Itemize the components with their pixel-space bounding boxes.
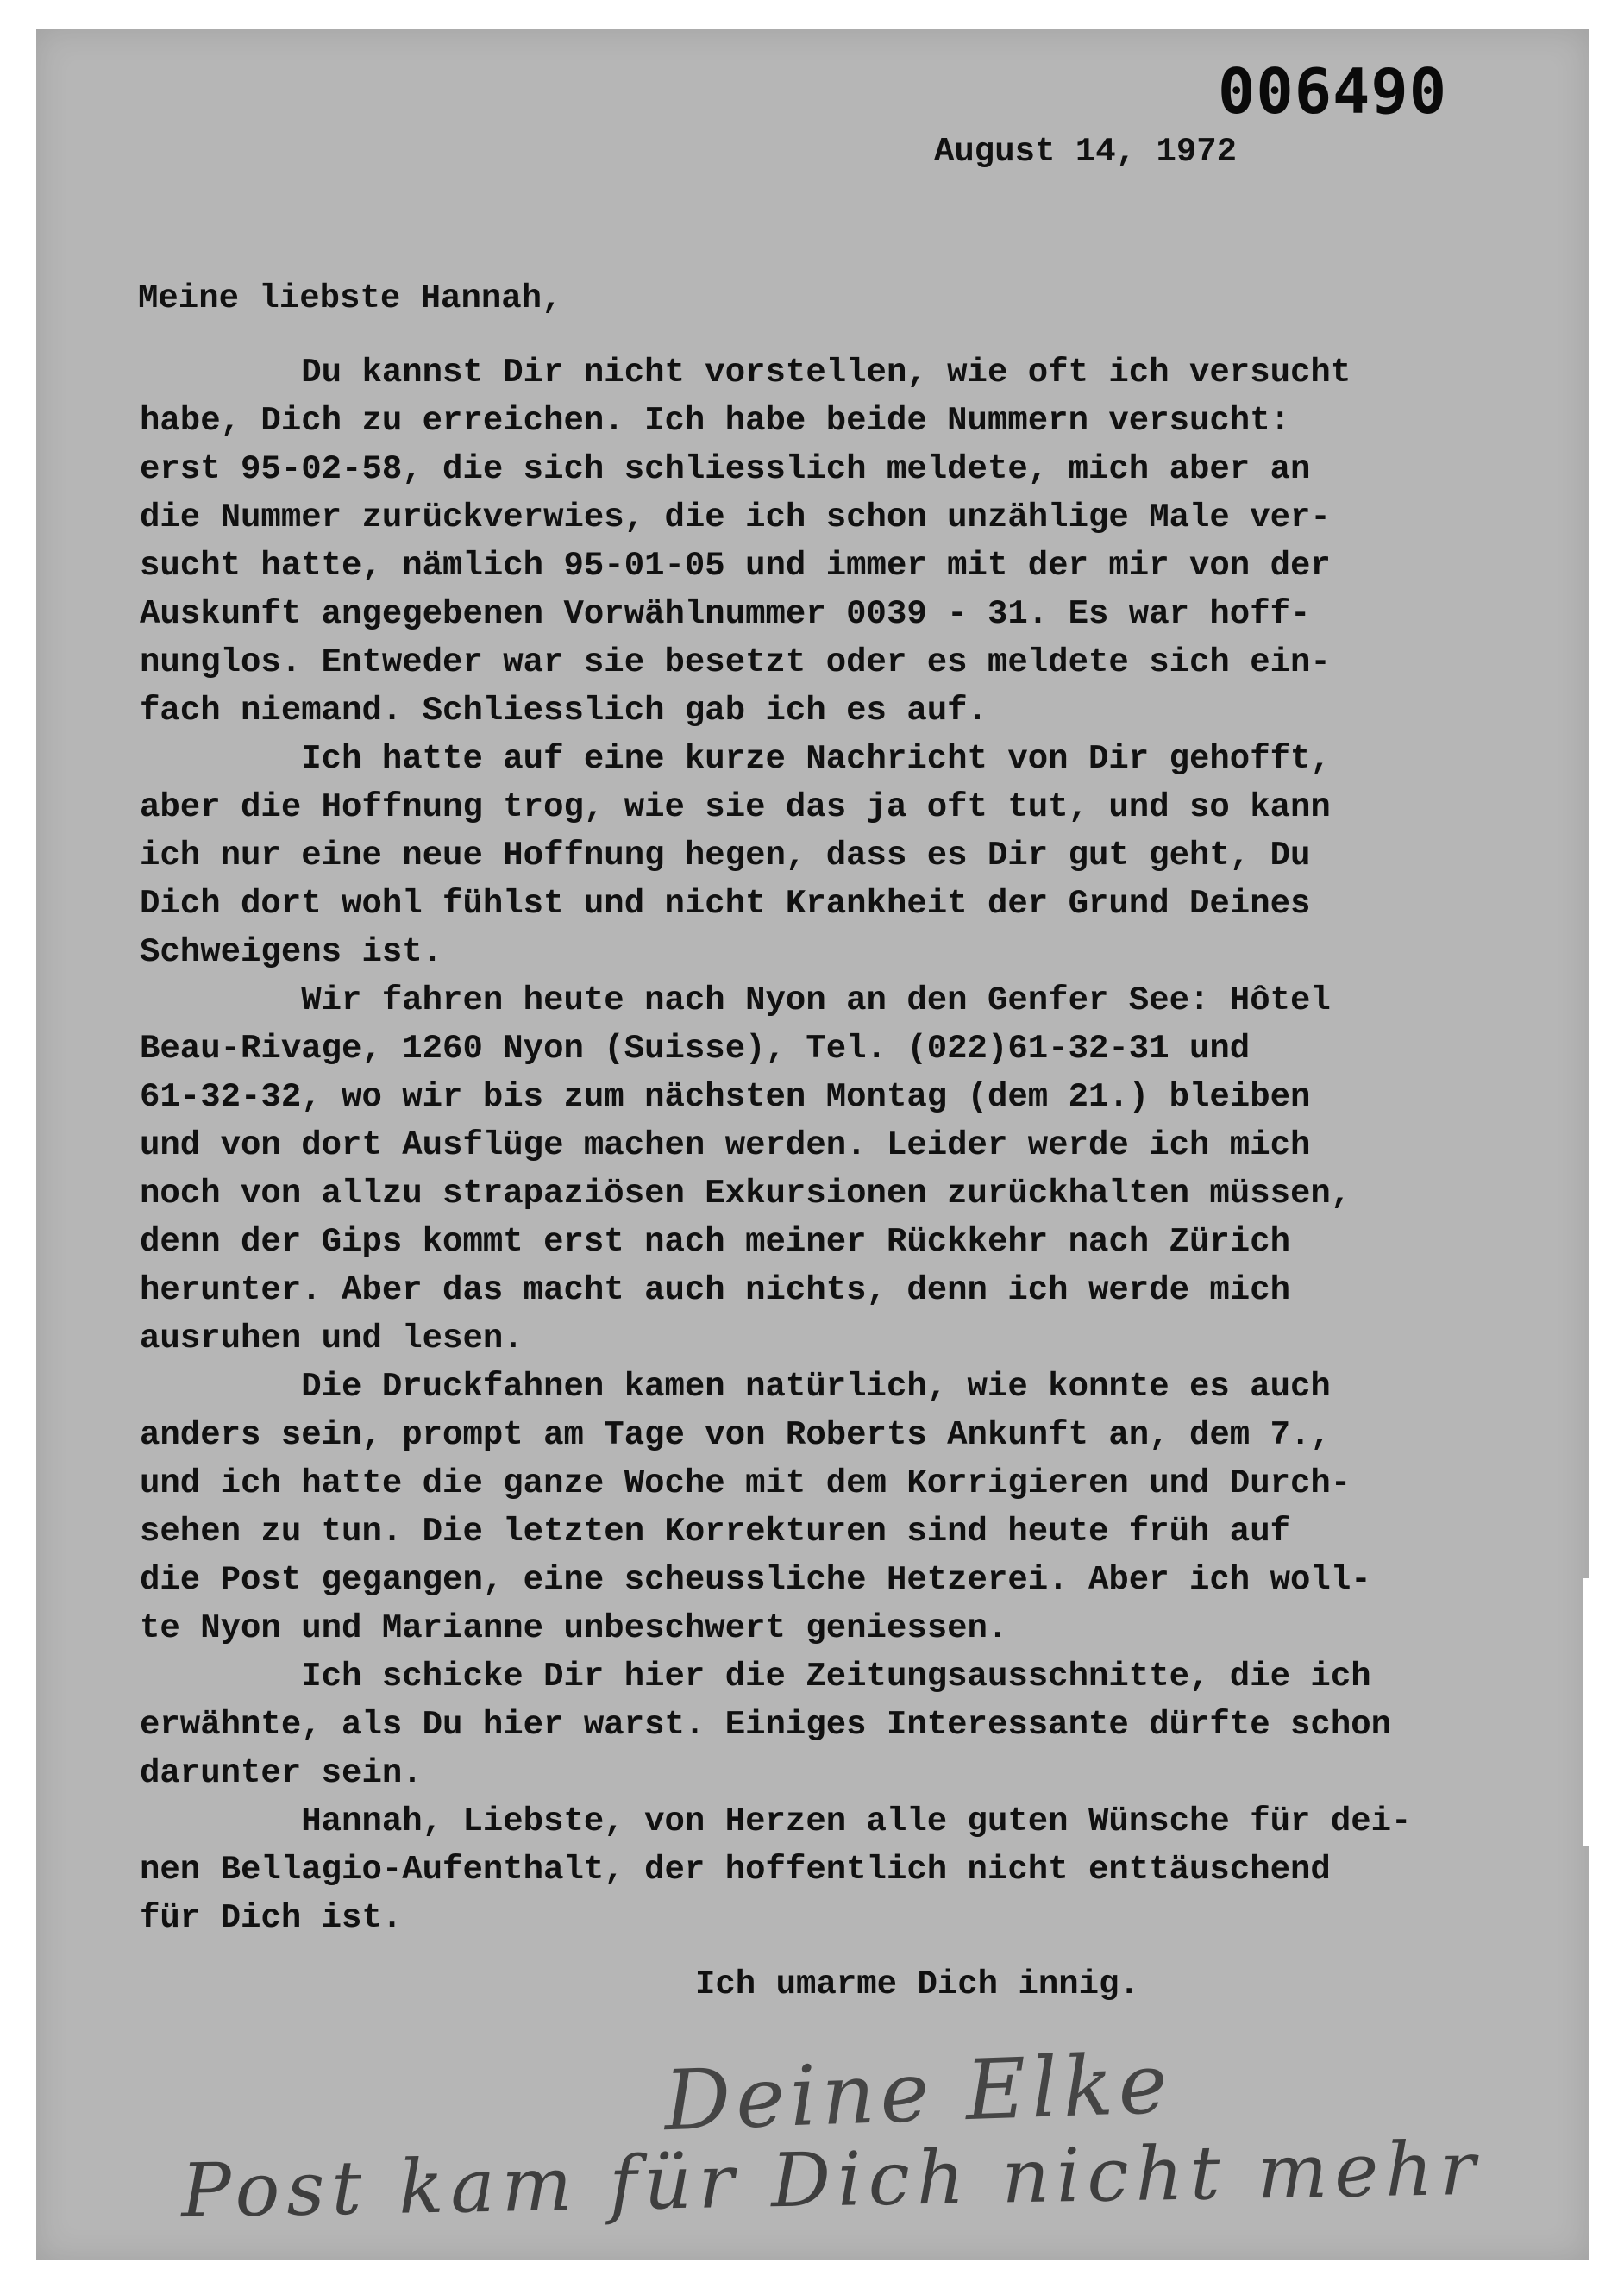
letter-date: August 14, 1972 [934, 133, 1238, 171]
torn-edge [1583, 1578, 1592, 1846]
body-line: die Nummer zurückverwies, die ich schon unzählige Male ver- [140, 498, 1331, 536]
body-line: Beau-Rivage, 1260 Nyon (Suisse), Tel. (022)61-32-31 und [140, 1030, 1251, 1068]
document-number: 006490 [1218, 55, 1448, 128]
body-line: Hannah, Liebste, von Herzen alle guten Wünsche für dei- [140, 1802, 1412, 1840]
body-line: ausruhen und lesen. [140, 1320, 524, 1357]
body-line: noch von allzu strapaziösen Exkursionen zurückhalten müssen, [140, 1175, 1351, 1213]
body-line: aber die Hoffnung trog, wie sie das ja oft tut, und so kann [140, 788, 1331, 826]
body-line: nunglos. Entweder war sie besetzt oder es meldete sich ein- [140, 643, 1331, 681]
body-line: habe, Dich zu erreichen. Ich habe beide Nummern versucht: [140, 402, 1291, 440]
body-line: sucht hatte, nämlich 95-01-05 und immer mit der mir von der [140, 547, 1331, 585]
closing-line: Ich umarme Dich innig. [695, 1965, 1139, 2003]
body-line: sehen zu tun. Die letzten Korrekturen sind heute früh auf [140, 1513, 1291, 1551]
body-line: Ich hatte auf eine kurze Nachricht von Dir gehofft, [140, 740, 1331, 778]
body-line: Wir fahren heute nach Nyon an den Genfer See: Hôtel [140, 981, 1331, 1019]
handwritten-signature: Deine Elke [662, 2034, 1175, 2150]
body-line: 61-32-32, wo wir bis zum nächsten Montag (dem 21.) bleiben [140, 1078, 1311, 1116]
body-line: erwähnte, als Du hier warst. Einiges Interessante dürfte schon [140, 1706, 1392, 1744]
letter-body [140, 348, 1411, 1942]
body-line: Schweigens ist. [140, 933, 443, 971]
body-line: Auskunft angegebenen Vorwählnummer 0039 - 31. Es war hoff- [140, 595, 1311, 633]
body-line: fach niemand. Schliesslich gab ich es auf. [140, 692, 988, 730]
body-line: Dich dort wohl fühlst und nicht Krankheit der Grund Deines [140, 885, 1311, 923]
body-line: Ich schicke Dir hier die Zeitungsausschnitte, die ich [140, 1658, 1371, 1696]
body-line: nen Bellagio-Aufenthalt, der hoffentlich nicht enttäuschend [140, 1851, 1331, 1889]
body-line: erst 95-02-58, die sich schliesslich meldete, mich aber an [140, 450, 1311, 488]
body-line: und ich hatte die ganze Woche mit dem Korrigieren und Durch- [140, 1464, 1351, 1502]
body-line: und von dort Ausflüge machen werden. Leider werde ich mich [140, 1126, 1311, 1164]
body-line: die Post gegangen, eine scheussliche Hetzerei. Aber ich woll- [140, 1561, 1371, 1599]
body-line: anders sein, prompt am Tage von Roberts Ankunft an, dem 7., [140, 1416, 1331, 1454]
body-line: denn der Gips kommt erst nach meiner Rückkehr nach Zürich [140, 1223, 1291, 1261]
body-line: ich nur eine neue Hoffnung hegen, dass es Dir gut geht, Du [140, 837, 1311, 874]
salutation: Meine liebste Hannah, [138, 279, 562, 317]
handwritten-note: Post kam für Dich nicht mehr [180, 2125, 1483, 2235]
body-line: herunter. Aber das macht auch nichts, denn ich werde mich [140, 1271, 1291, 1309]
body-line: te Nyon und Marianne unbeschwert geniessen. [140, 1609, 1008, 1647]
body-line: darunter sein. [140, 1754, 423, 1792]
body-line: Du kannst Dir nicht vorstellen, wie oft ich versucht [140, 354, 1351, 392]
body-line: Die Druckfahnen kamen natürlich, wie konnte es auch [140, 1368, 1331, 1406]
body-line: für Dich ist. [140, 1899, 403, 1937]
